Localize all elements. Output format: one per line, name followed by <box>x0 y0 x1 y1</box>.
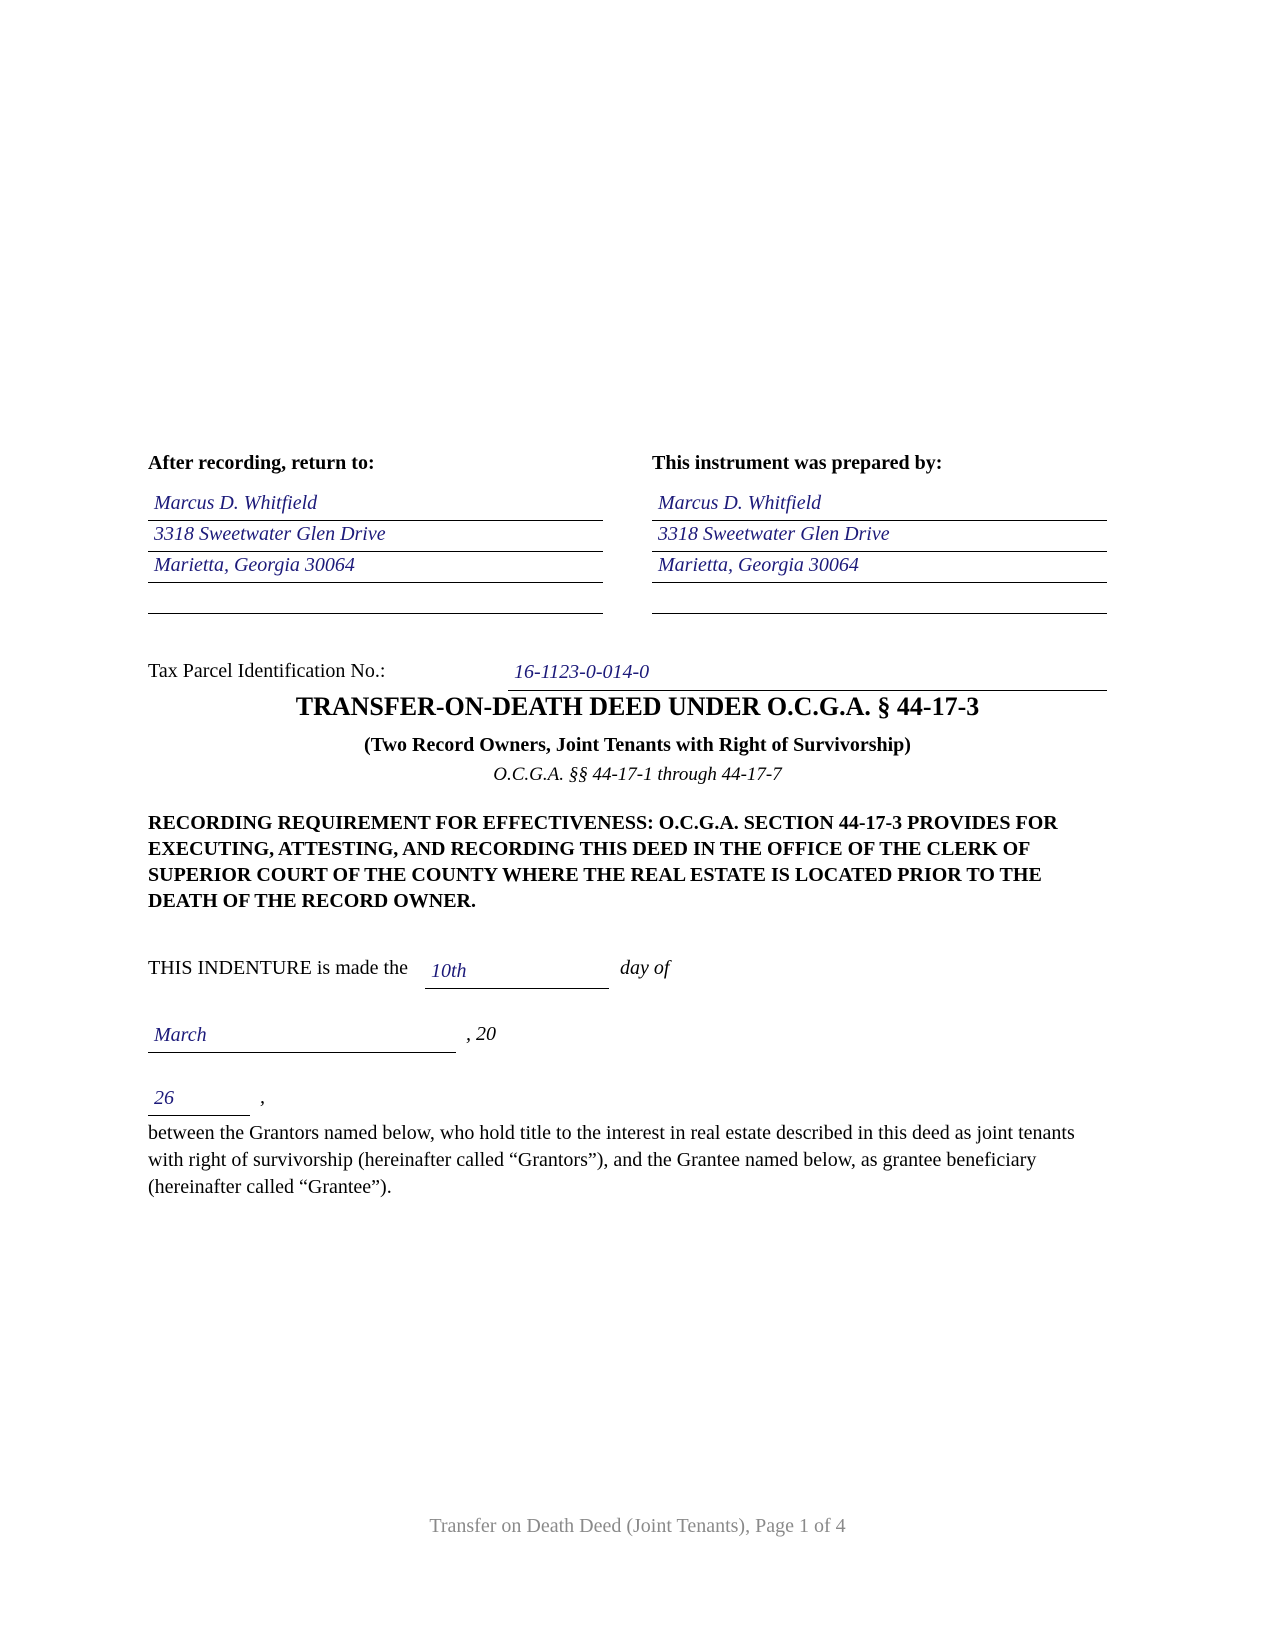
return-to-label: After recording, return to: <box>148 452 375 474</box>
document-subtitle: (Two Record Owners, Joint Tenants with Right of Survivorship) <box>364 734 911 756</box>
indenture-day-field[interactable] <box>425 958 609 989</box>
prepared-by-label: This instrument was prepared by: <box>652 452 943 474</box>
prepared-by-city-field[interactable] <box>652 552 1107 583</box>
prepared-by-street: 3318 Sweetwater Glen Drive <box>658 523 890 545</box>
indenture-body: between the Grantors named below, who hold title to the interest in real estate described in this deed as joint tenants with right of survivorship (hereinafter called “Grantors”), and the Grantee named below, as grantee beneficiary (hereinafter called “Grantee”). <box>148 1122 1075 1198</box>
return-to-street: 3318 Sweetwater Glen Drive <box>154 523 386 545</box>
indenture-intro: THIS INDENTURE is made the <box>148 957 408 979</box>
prepared-by-city: Marietta, Georgia 30064 <box>658 554 859 576</box>
page-footer: Transfer on Death Deed (Joint Tenants), Page 1 of 4 <box>429 1515 846 1537</box>
prepared-by-extra-field[interactable] <box>652 583 1107 614</box>
return-to-city: Marietta, Georgia 30064 <box>154 554 355 576</box>
return-to-name: Marcus D. Whitfield <box>154 492 318 514</box>
tax-parcel-value: 16-1123-0-014-0 <box>514 661 650 683</box>
recording-requirement: RECORDING REQUIREMENT FOR EFFECTIVENESS: O.C.G.A. SECTION 44-17-3 PROVIDES FOR EXECUTING, ATTESTING, AND RECORDING THIS DEED IN THE OFFICE OF THE CLERK OF SUPERIOR COURT OF THE COUNTY WHERE THE REAL ESTATE IS LOCATED PRIOR TO THE DEATH OF THE RECORD OWNER. <box>148 812 1058 912</box>
return-to-name-field[interactable] <box>148 490 603 521</box>
indenture-month: March <box>154 1024 207 1046</box>
document-title: TRANSFER-ON-DEATH DEED UNDER O.C.G.A. § 44-17-3 <box>295 692 980 721</box>
prepared-by-name: Marcus D. Whitfield <box>658 492 822 514</box>
year-prefix-text: , 20 <box>466 1023 496 1045</box>
indenture-month-field[interactable] <box>148 1022 456 1053</box>
prepared-by-street-field[interactable] <box>652 521 1107 552</box>
day-of-text: day of <box>620 957 670 979</box>
prepared-by-name-field[interactable] <box>652 490 1107 521</box>
statute-citation: O.C.G.A. §§ 44-17-1 through 44-17-7 <box>493 764 782 785</box>
year-suffix-text: , <box>260 1086 265 1108</box>
indenture-year-field[interactable] <box>148 1085 250 1116</box>
return-to-street-field[interactable] <box>148 521 603 552</box>
tax-parcel-field[interactable] <box>508 660 1107 691</box>
tax-parcel-label: Tax Parcel Identification No.: <box>148 660 386 682</box>
indenture-day: 10th <box>431 960 467 982</box>
return-to-city-field[interactable] <box>148 552 603 583</box>
return-to-extra-field[interactable] <box>148 583 603 614</box>
indenture-year: 26 <box>154 1087 174 1109</box>
